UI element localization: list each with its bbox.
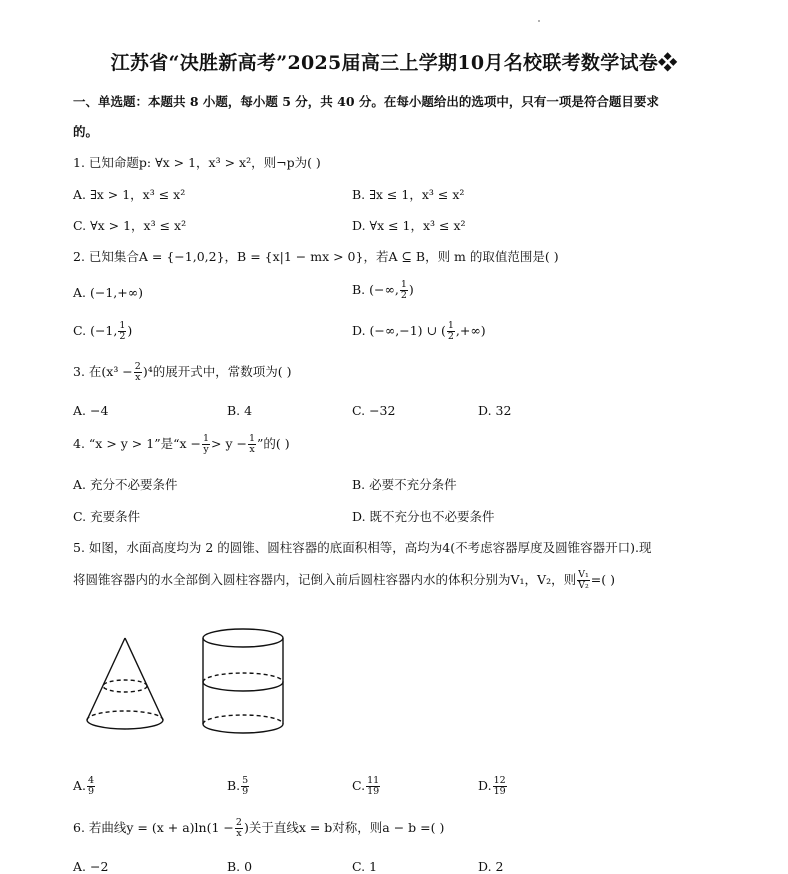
q3-option-a: A. −4 [73,403,109,418]
section-heading: 一、单选题：本题共 8 小题，每小题 5 分，共 40 分。在每小题给出的选项中，只有一项是符合题目要求 [73,94,659,109]
fraction: $\frac{1}{x}$ [249,433,256,455]
fraction: $\frac{12}{19}$ [493,775,506,797]
cylinder-water-front [203,682,283,691]
q5-option-a: A. $\frac{4}{9}$ [73,775,95,797]
cone-cylinder-figure [80,620,310,745]
q1-option-d: D. ∀x ≤ 1，x³ ≤ x² [352,218,466,233]
fraction: $\frac{2}{x}$ [235,817,242,839]
q4-option-d: D. 既不充分也不必要条件 [352,509,495,524]
q2-option-a: A. (−1,+∞) [73,285,144,300]
cone-base-back [87,711,163,720]
fraction: $\frac{1}{2}$ [119,320,126,342]
q6-option-c: C. 1 [352,859,378,874]
q4-stem: 4. “x > y > 1”是“x − $\frac{1}{y}$ > y − $\frac{1}{x}$ ”的( ) [73,433,290,455]
q4-option-b: B. 必要不充分条件 [352,477,457,492]
cone-base-front [87,720,163,729]
q2-option-c: C. (−1, $\frac{1}{2}$ ) [73,320,133,342]
fraction: $\frac{1}{y}$ [202,433,210,455]
cylinder-top [203,629,283,647]
section-heading-cont: 的。 [73,124,99,139]
fraction: $\frac{1}{2}$ [400,279,407,301]
cone-side-right [125,638,163,720]
q5-option-c: C. $\frac{11}{19}$ [352,775,380,797]
cone-water-level [103,680,147,692]
q2-option-b: B. (−∞, $\frac{1}{2}$ ) [352,279,414,301]
q5-option-b: B. $\frac{5}{9}$ [227,775,249,797]
q4-option-c: C. 充要条件 [73,509,141,524]
q6-option-d: D. 2 [478,859,504,874]
q2-stem: 2. 已知集合A = {−1,0,2}，B = {x|1 − mx > 0}，若A ⊆ B，则 m 的取值范围是( ) [73,249,559,264]
cylinder-base-front [203,724,283,733]
q5-stem-line2: 将圆锥容器内的水全部倒入圆柱容器内，记倒入前后圆柱容器内水的体积分别为V₁，V₂，则 $\frac{\text{V₁}}{\text{V₂}}$ =( ) [73,569,615,591]
page-title: 江苏省“决胜新高考”2025届高三上学期10月名校联考数学试卷❖ [110,52,678,74]
speck [538,20,540,22]
q3-stem: 3. 在(x³ − $\frac{2}{x}$ )⁴的展开式中，常数项为( ) [73,361,292,383]
q2-option-d: D. (−∞,−1) ∪ ( $\frac{1}{2}$ ,+∞) [352,320,486,342]
fraction: $\frac{5}{9}$ [242,775,249,797]
q3-option-d: D. 32 [478,403,512,418]
q4-option-a: A. 充分不必要条件 [73,477,178,492]
fraction: $\frac{\text{V₁}}{\text{V₂}}$ [578,569,589,591]
q6-stem: 6. 若曲线y = (x + a)ln(1 − $\frac{2}{x}$ )关于直线x = b对称，则a − b =( ) [73,817,445,839]
fraction: $\frac{4}{9}$ [88,775,95,797]
fraction: $\frac{2}{x}$ [134,361,141,383]
q6-option-a: A. −2 [73,859,109,874]
q6-option-b: B. 0 [227,859,253,874]
q1-option-b: B. ∃x ≤ 1，x³ ≤ x² [352,187,465,202]
cylinder-base-back [203,715,283,724]
fraction: $\frac{11}{19}$ [367,775,380,797]
q3-option-b: B. 4 [227,403,253,418]
q5-option-d: D. $\frac{12}{19}$ [478,775,506,797]
fraction: $\frac{1}{2}$ [447,320,454,342]
q1-option-a: A. ∃x > 1，x³ ≤ x² [73,187,186,202]
cone-side-left [87,638,125,720]
q5-stem-line1: 5. 如图，水面高度均为 2 的圆锥、圆柱容器的底面积相等，高均为4(不考虑容器厚度及圆锥容器开口).现 [73,540,652,555]
cylinder-water-back [203,673,283,682]
q1-stem: 1. 已知命题p: ∀x > 1，x³ > x²，则¬p为( ) [73,155,321,170]
q1-option-c: C. ∀x > 1，x³ ≤ x² [73,218,187,233]
q3-option-c: C. −32 [352,403,396,418]
